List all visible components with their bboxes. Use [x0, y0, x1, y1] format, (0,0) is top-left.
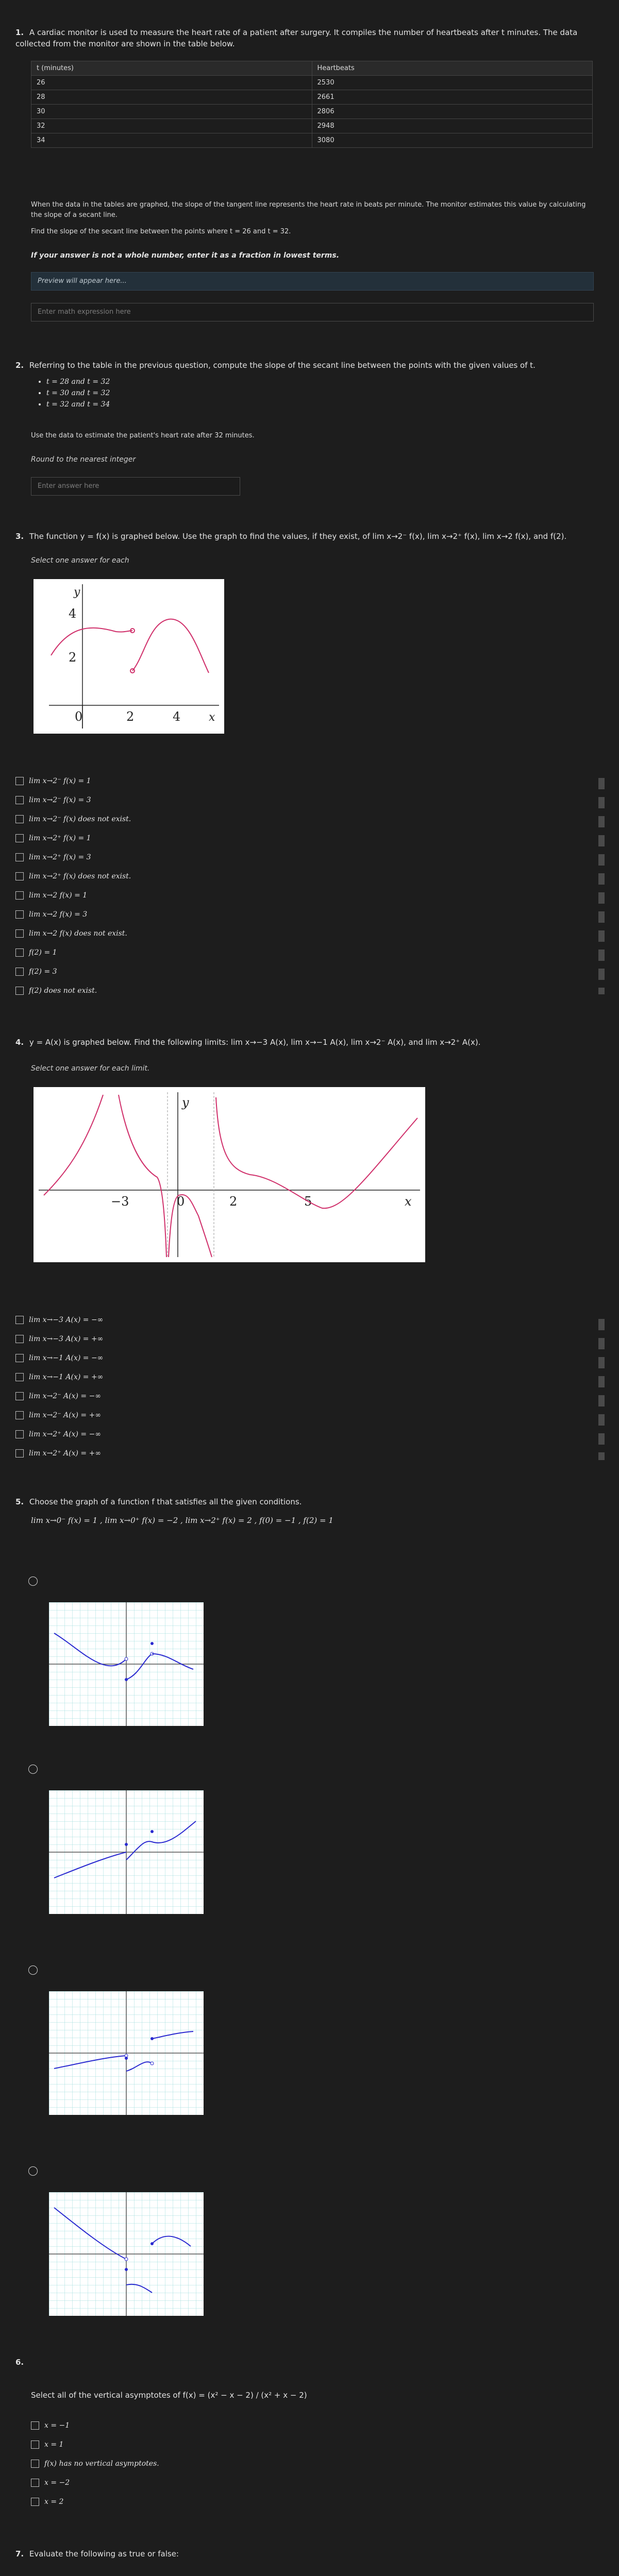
heartbeat-table [31, 61, 593, 148]
table-cell: 32 [31, 119, 312, 133]
table-cell: 26 [31, 76, 312, 90]
table-cell: 3080 [312, 133, 593, 148]
question-prompt: The function y = f(x) is graphed below. Use the graph to find the values, if they exist, of lim x→2⁻ f(x), lim x→2⁺ f(x), lim x→2 f(x), and f(2). [29, 532, 567, 541]
axis-label-x: x [405, 1194, 412, 1209]
option-checkbox[interactable]: lim x→2 f(x) does not exist. [15, 929, 127, 938]
table-header: t (minutes) [31, 61, 312, 76]
q6-options [31, 2421, 608, 2514]
option-checkbox[interactable]: lim x→2⁻ A(x) = +∞ [15, 1411, 101, 1419]
question-prompt: Choose the graph of a function f that satisfies all the given conditions. [29, 1497, 302, 1506]
table-row [31, 105, 593, 119]
table-row [31, 119, 593, 133]
graph-choice-d-svg [49, 2192, 204, 2316]
question-4 [15, 1037, 593, 1048]
option-checkbox[interactable]: lim x→−3 A(x) = +∞ [15, 1335, 103, 1343]
option-checkbox[interactable]: lim x→2 f(x) = 1 [15, 891, 87, 900]
option-checkbox[interactable]: lim x→−1 A(x) = +∞ [15, 1373, 103, 1381]
scroll-markers [598, 778, 605, 994]
option-checkbox[interactable]: x = −1 [31, 2421, 70, 2430]
table-row [31, 133, 593, 148]
tick-label: 0 [75, 709, 83, 724]
graph-choice-a-svg [49, 1602, 204, 1726]
instruction: Select one answer for each [31, 556, 129, 565]
graph-choice-b[interactable] [49, 1790, 204, 1914]
instruction: Select one answer for each limit. [31, 1064, 150, 1073]
table-row [31, 76, 593, 90]
option-checkbox[interactable]: lim x→−3 A(x) = −∞ [15, 1316, 103, 1324]
option-checkbox[interactable]: f(x) has no vertical asymptotes. [31, 2460, 159, 2468]
option-checkbox[interactable]: lim x→2⁺ f(x) = 3 [15, 853, 91, 861]
graph-choice-a[interactable] [49, 1602, 204, 1726]
table-cell: 2948 [312, 119, 593, 133]
graph-f-svg [34, 579, 224, 734]
question-3 [15, 531, 593, 542]
option-checkbox[interactable]: lim x→2⁺ f(x) does not exist. [15, 872, 131, 880]
option-checkbox[interactable]: lim x→2⁻ f(x) = 1 [15, 777, 91, 785]
question-number: 6. [15, 2358, 24, 2367]
question-number: 5. [15, 1497, 24, 1506]
list-item: • t = 28 and t = 32 [46, 376, 613, 387]
graph-choice-c[interactable] [49, 1991, 204, 2115]
option-checkbox[interactable]: f(2) does not exist. [15, 987, 97, 995]
axis-label-y: y [74, 586, 80, 599]
answer-input[interactable]: Enter answer here [31, 477, 240, 496]
option-checkbox[interactable]: lim x→2 f(x) = 3 [15, 910, 87, 919]
option-checkbox[interactable]: x = 2 [31, 2498, 63, 2506]
question-number: 1. [15, 28, 24, 37]
find-instruction: Find the slope of the secant line between the points where t = 26 and t = 32. [31, 228, 291, 235]
table-cell: 30 [31, 105, 312, 119]
tick-label: 0 [177, 1194, 185, 1209]
question-prompt: A cardiac monitor is used to measure the heart rate of a patient after surgery. It compiles the number of heartbeats after t minutes. The data collected from the monitor are shown in the table below. [15, 28, 578, 48]
secant-pairs [36, 376, 613, 410]
question-7 [15, 2548, 593, 2560]
table-cell: 2530 [312, 76, 593, 90]
question-2 [15, 360, 593, 371]
table-cell: 28 [31, 90, 312, 105]
table-header: Heartbeats [312, 61, 593, 76]
graph-choice-d[interactable] [49, 2192, 204, 2316]
option-checkbox[interactable]: lim x→2⁻ f(x) does not exist. [15, 815, 131, 823]
list-item: • t = 32 and t = 34 [46, 399, 613, 410]
option-checkbox[interactable]: lim x→2⁻ f(x) = 3 [15, 796, 91, 804]
graph-choice-b-radio[interactable] [28, 1765, 44, 1776]
explanation-text: When the data in the tables are graphed, the slope of the tangent line represents the heart rate in beats per minute. The monitor estimates this value by calculating the slope of a secant line. [31, 201, 586, 219]
q3-options [15, 777, 593, 993]
question-prompt: Select all of the vertical asymptotes of f(x) = (x² − x − 2) / (x² + x − 2) [31, 2391, 307, 2400]
option-checkbox[interactable]: lim x→2⁺ f(x) = 1 [15, 834, 91, 842]
question-number: 3. [15, 532, 24, 541]
tick-label: 2 [69, 650, 77, 665]
q4-options [15, 1316, 593, 1470]
question-prompt: y = A(x) is graphed below. Find the following limits: lim x→−3 A(x), lim x→−1 A(x), lim x→2⁻ A(x), and lim x→2⁺ A(x). [29, 1038, 481, 1047]
graph-choice-c-svg [49, 1991, 204, 2115]
question-number: 4. [15, 1038, 24, 1047]
option-checkbox[interactable]: f(2) = 3 [15, 968, 57, 976]
option-checkbox[interactable]: lim x→2⁺ A(x) = +∞ [15, 1449, 101, 1458]
tick-label: 4 [173, 709, 181, 724]
tick-label: 5 [304, 1194, 312, 1209]
question-number: 2. [15, 361, 24, 370]
answer-note: If your answer is not a whole number, enter it as a fraction in lowest terms. [31, 251, 340, 260]
math-input[interactable]: Enter math expression here [31, 303, 594, 321]
question-1 [15, 27, 593, 49]
list-item: • t = 30 and t = 32 [46, 387, 613, 399]
question-6 [15, 2357, 593, 2368]
option-checkbox[interactable]: f(2) = 1 [15, 948, 57, 957]
option-checkbox[interactable]: x = 1 [31, 2441, 63, 2449]
scroll-markers [598, 1319, 605, 1460]
tick-label: 2 [229, 1194, 238, 1209]
question-5 [15, 1496, 593, 1507]
round-note: Round to the nearest integer [31, 455, 136, 464]
graph-a [34, 1087, 425, 1262]
table-cell: 2806 [312, 105, 593, 119]
question-number: 7. [15, 2549, 24, 2558]
table-row [31, 90, 593, 105]
tick-label: 4 [69, 606, 77, 621]
conditions: lim x→0⁻ f(x) = 1 , lim x→0⁺ f(x) = −2 , lim x→2⁺ f(x) = 2 , f(0) = −1 , f(2) = 1 [31, 1516, 333, 1525]
graph-choice-a-radio[interactable] [28, 1577, 44, 1588]
table-cell: 2661 [312, 90, 593, 105]
math-preview: Preview will appear here... [31, 272, 594, 291]
graph-choice-c-radio[interactable] [28, 1965, 44, 1977]
option-checkbox[interactable]: x = −2 [31, 2479, 70, 2487]
graph-f [34, 579, 224, 734]
tick-label: 2 [126, 709, 135, 724]
graph-choice-b-svg [49, 1790, 204, 1914]
option-checkbox[interactable]: lim x→−1 A(x) = −∞ [15, 1354, 103, 1362]
table-cell: 34 [31, 133, 312, 148]
table-header-row [31, 61, 593, 76]
estimate-instruction: Use the data to estimate the patient's heart rate after 32 minutes. [31, 432, 255, 439]
option-checkbox[interactable]: lim x→2⁻ A(x) = −∞ [15, 1392, 101, 1400]
tick-label: −3 [111, 1194, 129, 1209]
graph-choice-d-radio[interactable] [28, 2166, 44, 2178]
graph-a-svg [34, 1087, 425, 1262]
question-prompt: Referring to the table in the previous question, compute the slope of the secant line between the points with the given values of t. [29, 361, 536, 370]
axis-label-y: y [182, 1095, 189, 1110]
option-checkbox[interactable]: lim x→2⁺ A(x) = −∞ [15, 1430, 101, 1438]
axis-label-x: x [209, 711, 215, 724]
question-prompt: Evaluate the following as true or false: [29, 2549, 179, 2558]
